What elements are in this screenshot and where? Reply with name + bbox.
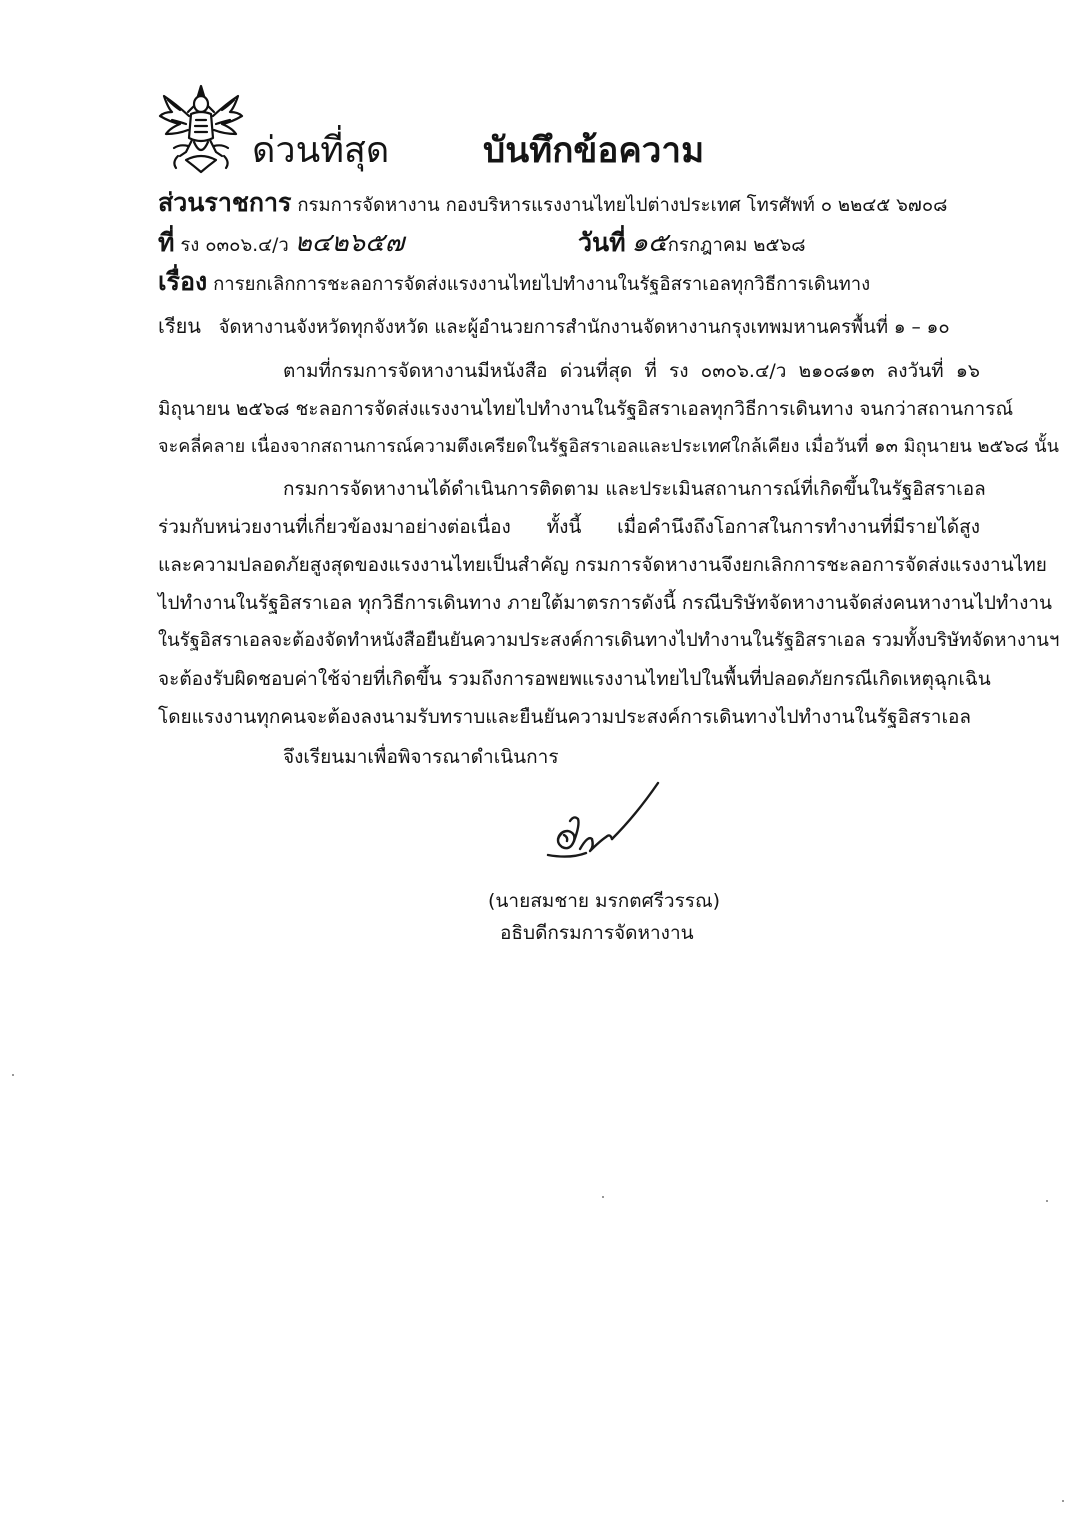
handwritten-signature: [540, 775, 680, 875]
paragraph2-line: ในรัฐอิสราเอลจะต้องจัดทำหนังสือยืนยันความประสงค์การเดินทางไปทำงานในรัฐอิสราเอล รวมทั้งบริษัทจัดหางานฯ: [158, 630, 1060, 651]
paragraph2-line: โดยแรงงานทุกคนจะต้องลงนามรับทราบและยืนยันความประสงค์การเดินทางไปทำงานในรัฐอิสราเอล: [158, 706, 972, 728]
paragraph2-line: ร่วมกับหน่วยงานที่เกี่ยวข้องมาอย่างต่อเนื่อง ทั้งนี้ เมื่อคำนึงถึงโอกาสในการทำงานที่มีรายได้สูง: [158, 516, 980, 538]
date-label: วันที่: [578, 228, 626, 257]
reference-label: ที่: [158, 228, 175, 257]
scan-speck: [1046, 1200, 1048, 1202]
scan-speck: [602, 1196, 604, 1198]
paragraph2-line: จะต้องรับผิดชอบค่าใช้จ่ายที่เกิดขึ้น รวมถึงการอพยพแรงงานไทยไปในพื้นที่ปลอดภัยกรณีเกิดเหตุฉุกเฉิน: [158, 668, 991, 690]
urgency-heading: ด่วนที่สุด: [252, 130, 390, 171]
paragraph2-line: และความปลอดภัยสูงสุดของแรงงานไทยเป็นสำคัญ กรมการจัดหางานจึงยกเลิกการชะลอการจัดส่งแรงงานไทย: [158, 554, 1047, 576]
garuda-emblem-icon: [158, 82, 244, 174]
memo-title: บันทึกข้อความ: [483, 131, 705, 171]
date-handwritten-day: ๑๕: [631, 228, 668, 258]
paragraph2-line: ไปทำงานในรัฐอิสราเอล ทุกวิธีการเดินทาง ภายใต้มาตรการดังนี้ กรณีบริษัทจัดหางานจัดส่งคนหางานไปทำงาน: [158, 592, 1053, 614]
agency-label: ส่วนราชการ: [158, 188, 292, 217]
recipient-value: จัดหางานจังหวัดทุกจังหวัด และผู้อำนวยการสำนักงานจัดหางานกรุงเทพมหานครพื้นที่ ๑ – ๑๐: [218, 317, 950, 338]
reference-row: [158, 226, 404, 263]
closing-sentence: จึงเรียนมาเพื่อพิจารณาดำเนินการ: [283, 746, 559, 768]
signer-title: อธิบดีกรมการจัดหางาน: [500, 922, 694, 944]
scan-speck: [1062, 1500, 1064, 1502]
signer-name: (นายสมชาย มรกตศรีวรรณ): [488, 890, 721, 912]
date-month-year: กรกฎาคม ๒๕๖๘: [667, 235, 806, 256]
paragraph1-line: มิถุนายน ๒๕๖๘ ชะลอการจัดส่งแรงงานไทยไปทำงานในรัฐอิสราเอลทุกวิธีการเดินทาง จนกว่าสถานการณ์: [158, 398, 1014, 420]
paragraph1-line: จะคลี่คลาย เนื่องจากสถานการณ์ความตึงเครียดในรัฐอิสราเอลและประเทศใกล้เคียง เมื่อวันที่ ๑๓ มิถุนายน ๒๕๖๘ นั้น: [158, 436, 1059, 457]
scan-speck: [12, 1074, 14, 1076]
paragraph2-line: กรมการจัดหางานได้ดำเนินการติดตาม และประเมินสถานการณ์ที่เกิดขึ้นในรัฐอิสราเอล: [283, 478, 986, 500]
recipient-label: เรียน: [158, 314, 201, 338]
subject-value: การยกเลิกการชะลอการจัดส่งแรงงานไทยไปทำงานในรัฐอิสราเอลทุกวิธีการเดินทาง: [213, 274, 871, 295]
reference-prefix: รง ๐๓๐๖.๔/ว: [180, 235, 289, 256]
agency-row: [158, 186, 947, 223]
date-row: [578, 226, 806, 263]
recipient-row: [158, 309, 950, 345]
subject-label: เรื่อง: [158, 267, 208, 296]
agency-value: กรมการจัดหางาน กองบริหารแรงงานไทยไปต่างประเทศ โทรศัพท์ ๐ ๒๒๔๕ ๖๗๐๘: [297, 195, 948, 216]
subject-row: [158, 265, 870, 302]
reference-handwritten-number: ๒๔๒๖๕๗: [294, 228, 405, 258]
paragraph1-line: ตามที่กรมการจัดหางานมีหนังสือ ด่วนที่สุด ที่ รง ๐๓๐๖.๔/ว ๒๑๐๘๑๓ ลงวันที่ ๑๖: [283, 360, 980, 382]
